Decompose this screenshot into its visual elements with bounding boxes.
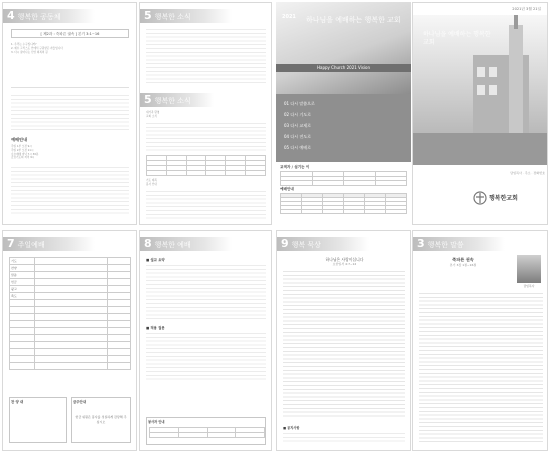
date-label: 2021년 3월 21일 [512,7,541,11]
service-table-title: 예배안내 [280,187,294,191]
page-banner [140,9,232,23]
page-number: 5 [144,9,152,22]
page-number: 4 [7,9,15,22]
divider [11,87,129,88]
vision-point: 02 다시 기도로 [284,112,311,117]
choir-title: 찬 양 대 [11,400,24,404]
intro-line-1: 1. 우리는 누구입니까? [11,43,37,46]
page-banner [413,237,505,251]
order-row-label: 축도 [10,293,35,300]
order-row-label: 말씀 [10,272,35,279]
page-number: 8 [144,237,152,250]
bulletin-page-5 [139,2,272,225]
vision-point: 05 다시 예배로 [284,145,311,150]
vision-point: 04 다시 전도로 [284,134,311,139]
bulletin-page-3 [412,230,548,451]
vision-bar: Happy Church 2021 Vision [276,64,411,72]
page-banner [3,237,95,251]
order-row-label: 기도 [10,258,35,265]
vision-hero [276,2,411,94]
sermon-text [419,291,543,445]
page-banner [277,237,369,251]
page-title: 행복 묵상 [291,241,321,249]
section-heading: ■ 적용 질문 [146,326,165,330]
sermon-header: [ 제2과 : 죽파른 권속 ] 본기 3:1~16 [40,32,100,36]
bulletin-page-9 [276,230,411,451]
hero-text: 하나님을 예배하는 행복한 교회 [423,31,491,46]
news-item: 봉사 안내 [146,182,157,186]
page-title: 행복한 소식 [154,97,191,105]
body-text-block [11,93,129,133]
news-text-block [146,189,266,219]
intro-text [11,43,129,54]
notice-heading: ■ 공지사항 [283,426,300,430]
order-of-service-table [9,257,131,370]
service-item: 주일 2부 오전 11시 [11,148,34,152]
bulletin-page-8 [139,230,272,451]
volunteer-box [146,417,266,445]
vision-points-panel [276,94,411,162]
weekly-info-title: 금주안내 [73,400,87,404]
weekly-info-note: 헌금 위원은 봉사를 성실하게 감당해 주십시오 [75,415,127,424]
year-label: 2021 [282,14,296,20]
service-table [280,193,407,214]
news-items [146,179,266,187]
sermon-title: 죽파른 권속 [452,257,474,262]
meditation-heading: 하나님은 사랑이십니다 [325,257,364,262]
order-row-label: 찬양 [10,265,35,272]
page-title: 행복한 말씀 [427,241,464,249]
news-text-block [146,121,266,151]
sermon-reference: 본기 3장 1절~16절 [449,263,477,267]
order-row-label: 헌금 [10,279,35,286]
notice-text [283,431,405,443]
bulletin-cover-inner [276,2,411,225]
bulletin-page-7 [2,230,137,451]
volunteer-title: 봉사자 안내 [148,420,165,424]
sermon-header-box [11,29,129,38]
church-logo-icon [473,191,487,205]
meditation-text [283,269,405,419]
vision-point: 01 다시 말씀으로 [284,101,315,106]
contact-info: 담임목사 · 주소 · 전화번호 [510,171,545,175]
order-row-label: 광고 [10,286,35,293]
news-item: 기도 제목 [146,179,157,182]
page-banner [3,9,95,23]
choir-box [9,397,67,443]
page-number: 3 [417,237,425,250]
page-title: 행복한 예배 [154,241,191,249]
page-title: 행복한 소식 [154,13,191,21]
vision-point: 03 다시 교제로 [284,123,311,128]
section-heading: 예배안내 [11,137,28,142]
pastor-label: 담임목사 [523,284,535,288]
news-items [146,111,266,119]
page-title: 행복한 공동체 [17,13,61,21]
weekly-info-box [71,397,131,443]
meditation-reference: 요한일서 4:7~12 [332,262,357,266]
pastor-photo [517,255,541,283]
section-heading: ■ 설교 요약 [146,258,165,262]
summary-text [146,263,266,319]
news-text-block [146,27,266,85]
staff-table [280,171,407,186]
intro-line-2: 2. 예수 그리스도 안에서 구원받은 자들입니다 [11,46,63,50]
news-item: 교회 소식 [146,114,157,118]
staff-table-title: 교역자 / 섬기는 이 [280,165,310,169]
page-number: 7 [7,237,15,250]
service-list [11,145,129,160]
schedule-table [146,155,266,176]
news-item: 새가족 환영 [146,111,160,114]
page-title: 주일예배 [17,241,45,249]
church-name: 행복한교회 [489,195,518,202]
service-item: 수요예배 저녁 7시 30분 [11,152,39,156]
page-number: 5 [144,93,152,106]
vision-headline: 하나님을 예배하는 행복한 교회 [306,16,401,24]
page-number: 9 [281,237,289,250]
bulletin-page-4 [2,2,137,225]
service-item: 금요기도회 저녁 9시 [11,156,35,160]
volunteer-table [149,427,265,438]
bulletin-front-cover [412,2,548,225]
service-item: 주일 1부 오전 9시 [11,145,32,148]
page-banner-2 [140,93,214,107]
page-banner [140,237,232,251]
cover-photo [413,15,548,165]
intro-line-3: 3. 다시 살아나는 신앙 회복의 길 [11,50,48,54]
questions-text [146,331,266,381]
body-text-block [11,165,129,215]
vision-points [284,98,315,153]
